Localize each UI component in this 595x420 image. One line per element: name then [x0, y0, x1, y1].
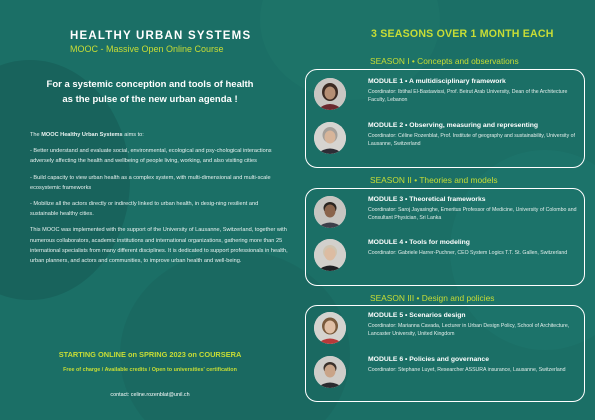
tagline	[0, 77, 300, 107]
avatar	[314, 312, 346, 344]
course-subtitle: MOOC - Massive Open Online Course	[70, 44, 224, 54]
free-of-charge-line: Free of charge / Available credits / Open to universities' certification	[63, 367, 237, 373]
module-coordinator: Coordinator: Gabriele Harrer-Puchner, CEO System Logics T.T. St. Gallen, Switzerland	[368, 250, 568, 256]
module-5	[368, 312, 583, 338]
module-title: MODULE 3 • Theoretical frameworks	[368, 196, 486, 203]
module-3	[368, 196, 583, 222]
tagline-line-1: For a systemic conception and tools of health	[46, 79, 254, 90]
module-coordinator: Coordinator: Saroj Jayasinghe, Emeritus Professor of Medicine, University of Colombo and Consultant Physician, Sri Lanka	[368, 207, 577, 221]
season-1-label: SEASON I • Concepts and observations	[370, 56, 519, 66]
start-online: STARTING ONLINE on SPRING 2023 on COURSERA	[58, 350, 242, 359]
intro-line	[30, 130, 288, 140]
avatar	[314, 122, 346, 154]
avatar	[314, 78, 346, 110]
intro-bold: MOOC Healthy Urban Systems	[41, 132, 123, 138]
intro-prefix: The	[30, 132, 42, 138]
seasons-title: 3 SEASONS OVER 1 MONTH EACH	[371, 28, 554, 40]
module-coordinator: Coordinator: Marianna Cavada, Lecturer in Urban Design Policy, School of Architecture, Lancaster University, United Kingdom	[368, 323, 570, 337]
module-4	[368, 239, 583, 258]
avatar	[314, 356, 346, 388]
module-coordinator: Coordinator: Stephane Luyet, Researcher ASSURA insurance, Lausanne, Switzerland	[368, 367, 566, 373]
module-title: MODULE 6 • Policies and governance	[368, 356, 489, 363]
course-title: HEALTHY URBAN SYSTEMS	[70, 30, 252, 42]
bullet-1: - Better understand and evaluate social, environmental, ecological and psy-chological interactions adversely affecting the health and wellbeing of people living, working, and also visiting cities	[30, 148, 272, 165]
season-2-label: SEASON II • Theories and models	[370, 175, 498, 185]
module-2	[368, 122, 583, 148]
description	[30, 130, 288, 266]
module-6	[368, 356, 583, 375]
module-title: MODULE 1 • A multidisciplinary framework	[368, 78, 506, 85]
module-coordinator: Coordinator: Céline Rozenblat, Prof. Institute of geography and sustainability, University of Lausanne, Switzerland	[368, 133, 575, 147]
bullet-3: - Mobilize all the actors directly or indirectly linked to urban health, in desig-ning resilient and sustainable healthy cities.	[30, 201, 259, 218]
contact-email[interactable]: contact: celine.rozenblat@unil.ch	[110, 392, 190, 398]
intro-suffix: aims to:	[122, 132, 144, 138]
avatar	[314, 239, 346, 271]
avatar	[314, 196, 346, 228]
season-3-label: SEASON III • Design and policies	[370, 293, 495, 303]
support-paragraph: This MOOC was implemented with the support of the University of Lausanne, Switzerland, together with numerous collaborators, academic institutions and international organizations, gathering more than 25 international specialists from many different disciplines. It is dedicated to support professionals in health, urban planners, and actors and communities, to improve urban health and well-being.	[30, 227, 288, 265]
module-title: MODULE 5 • Scenarios design	[368, 312, 466, 319]
module-title: MODULE 4 • Tools for modeling	[368, 239, 470, 246]
module-title: MODULE 2 • Observing, measuring and representing	[368, 122, 539, 129]
module-1	[368, 78, 583, 104]
bullet-2: - Build capacity to view urban health as a complex system, with multi-dimensional and multi-scale ecosystemic frameworks	[30, 174, 271, 191]
tagline-line-2: as the pulse of the new urban agenda !	[62, 94, 238, 105]
module-coordinator: Coordinator: Ibtihal El-Bastawissi, Prof. Beirut Arab University, Dean of the Architecture Faculty, Lebanon	[368, 89, 568, 103]
